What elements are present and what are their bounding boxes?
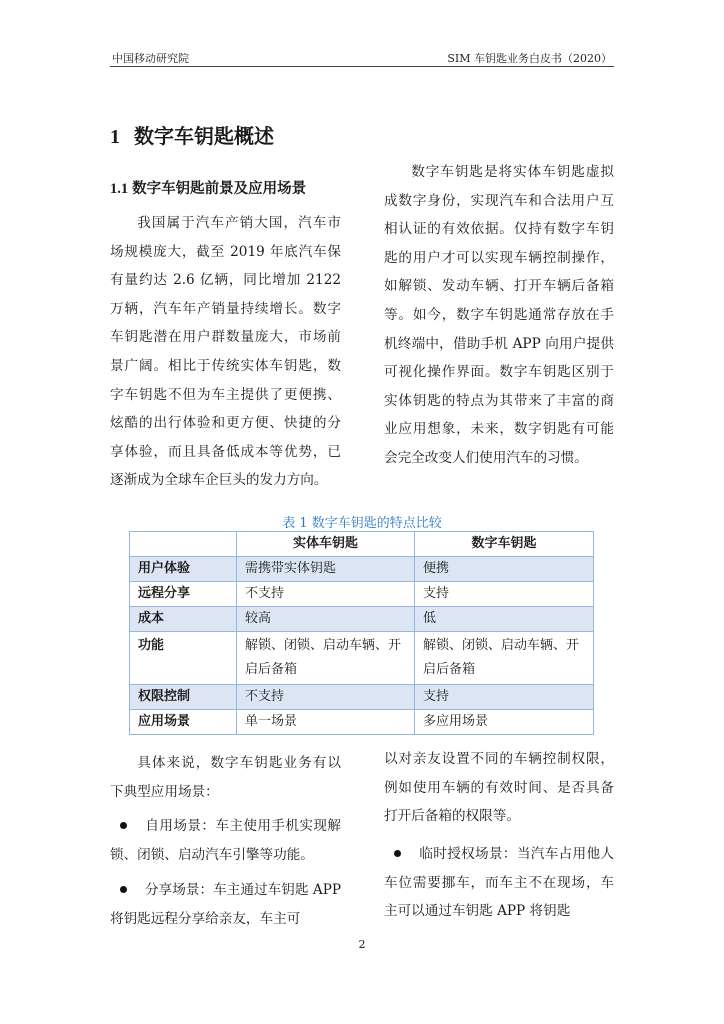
table-row: [130, 607, 594, 632]
paragraph-scenarios-intro: 具体来说，数字车钥匙业务有以下典型应用场景：: [110, 755, 341, 800]
page-number: 2: [358, 938, 366, 951]
table-cell: 多应用场景: [415, 710, 594, 735]
table-header-cell: [130, 532, 237, 557]
bullet-dot-icon: [120, 822, 127, 829]
table-header-cell: 实体车钥匙: [237, 532, 415, 557]
table-cell: 低: [415, 607, 594, 632]
row-label: 功能: [130, 632, 237, 685]
section-title: 数字车钥匙概述: [134, 124, 274, 148]
bullet-temporary-auth: [384, 840, 614, 926]
table-cell: 解锁、闭锁、启动车辆、开启后备箱: [415, 632, 594, 685]
table-cell: 便携: [415, 557, 594, 582]
table-cell: 需携带实体钥匙: [237, 557, 415, 582]
bullet-self-use: [110, 812, 341, 869]
header-doc-title: SIM 车钥匙业务白皮书（2020）: [447, 52, 612, 65]
paragraph-market: 我国属于汽车产销大国，汽车市场规模庞大，截至 2019 年底汽车保有量约达 2.6 亿辆，同比增加 2122 万辆，汽车年产销量持续增长。数字车钥匙潜在用户群数量庞大，市场前景广阔。相比于传统实体车钥匙，数字车钥匙不但为车主提供了更便携、炫酷的出行体验和更方便、快捷的分享体验，而且具备低成本等优势，已逐渐成为全球车企巨头的发力方向。: [110, 215, 341, 489]
row-label: 成本: [130, 607, 237, 632]
bullet-dot-icon: [394, 850, 401, 857]
subsection-number: 1.1: [110, 181, 129, 197]
table-row: [130, 582, 594, 607]
section-number: 1: [110, 126, 120, 148]
table-cell: 不支持: [237, 582, 415, 607]
table-cell: 支持: [415, 685, 594, 710]
table-header-cell: 数字车钥匙: [415, 532, 594, 557]
bullet-share-text: 分享场景：车主通过车钥匙 APP 将钥匙远程分享给亲友，车主可: [110, 882, 341, 927]
row-label: 应用场景: [130, 710, 237, 735]
row-label: 权限控制: [130, 685, 237, 710]
header-org: 中国移动研究院: [112, 52, 189, 65]
header-rule: [110, 66, 614, 67]
table-cell: 较高: [237, 607, 415, 632]
table-row: [130, 710, 594, 735]
table-row: [130, 632, 594, 685]
table-cell: 解锁、闭锁、启动车辆、开启后备箱: [237, 632, 415, 685]
subsection-heading: [110, 177, 306, 198]
bullet-dot-icon: [120, 886, 127, 893]
comparison-table: [129, 531, 594, 735]
table-cell: 支持: [415, 582, 594, 607]
table-cell: 不支持: [237, 685, 415, 710]
section-heading: [110, 120, 274, 149]
bullet-share: [110, 876, 341, 933]
paragraph-definition: 数字车钥匙是将实体车钥匙虚拟成数字身份，实现汽车和合法用户互相认证的有效依据。仅持有数字车钥匙的用户才可以实现车辆控制操作，如解锁、发动车辆、打开车辆后备箱等。如今，数字车钥匙通常存放在手机终端中，借助手机 APP 向用户提供可视化操作界面。数字车钥匙区别于实体钥匙的特点为其带来了丰富的商业应用想象，未来，数字钥匙有可能会完全改变人们使用汽车的习惯。: [384, 164, 614, 466]
bullet-temporary-auth-text: 临时授权场景：当汽车占用他人车位需要挪车，而车主不在现场，车主可以通过车钥匙 APP 将钥匙: [384, 846, 614, 920]
table-row: [130, 557, 594, 582]
subsection-title: 数字车钥匙前景及应用场景: [132, 181, 307, 197]
row-label: 远程分享: [130, 582, 237, 607]
bullet-self-use-text: 自用场景：车主使用手机实现解锁、闭锁、启动汽车引擎等功能。: [110, 818, 341, 863]
table-row: [130, 685, 594, 710]
table-caption: 表 1 数字车钥匙的特点比较: [282, 516, 442, 531]
table-cell: 单一场景: [237, 710, 415, 735]
table-header-row: [130, 532, 594, 557]
row-label: 用户体验: [130, 557, 237, 582]
paragraph-share-continued: 以对亲友设置不同的车辆控制权限，例如使用车辆的有效时间、是否具备打开后备箱的权限等。: [384, 751, 614, 825]
